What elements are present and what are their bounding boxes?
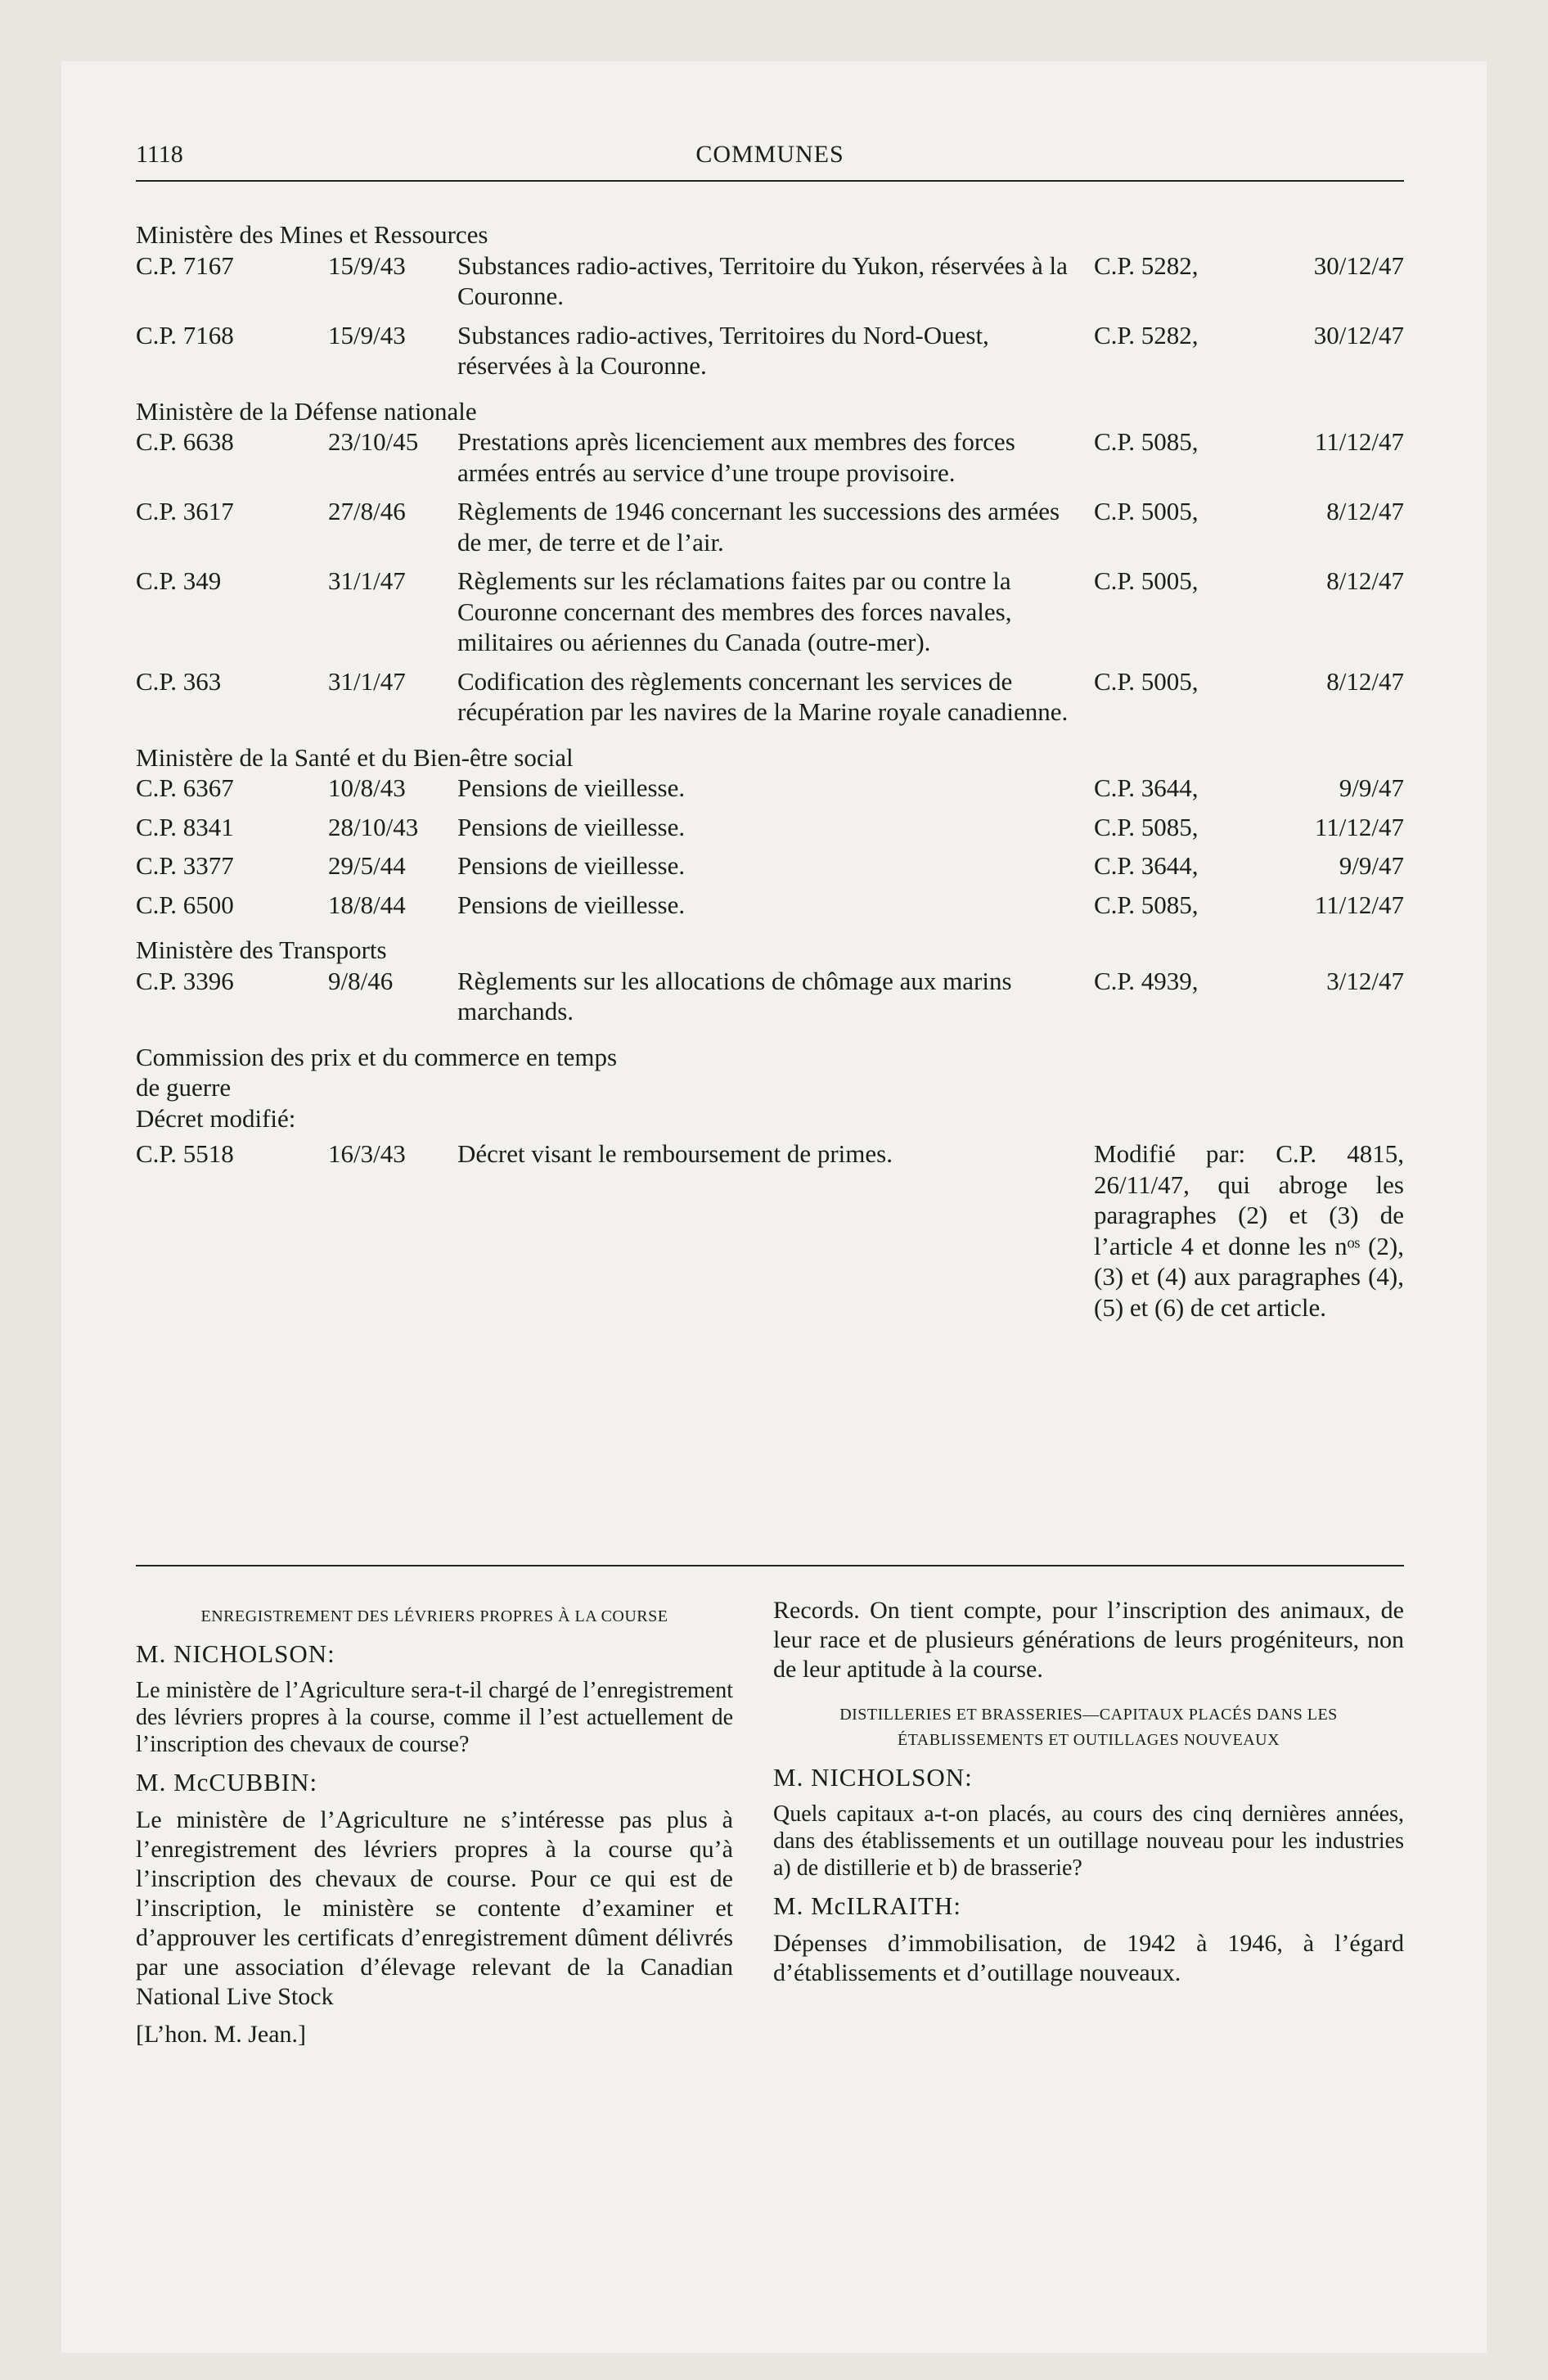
amendment-note: Modifié par: C.P. 4815, 26/11/47, qui abroge les paragraphes (2) et (3) de l’article 4 et donne les nᵒˢ (2), (3) et (4) aux paragraphes (4), (5) et (6) de cet article. [1094, 1139, 1404, 1322]
speaker-mcilraith: M. McILRAITH: [773, 1891, 961, 1920]
order-date: 29/5/44 [328, 851, 406, 880]
amending-order: C.P. 3644, [1094, 773, 1199, 802]
order-number: C.P. 349 [136, 566, 222, 595]
order-description: Pensions de vieillesse. [457, 812, 686, 841]
order-date: 16/3/43 [328, 1139, 406, 1168]
amending-order: C.P. 5282, [1094, 320, 1199, 349]
order-row [136, 812, 1404, 843]
order-date: 28/10/43 [328, 812, 419, 841]
order-number: C.P. 8341 [136, 812, 234, 841]
amending-order: C.P. 3644, [1094, 851, 1199, 880]
speaker-nicholson-2: M. NICHOLSON: [773, 1763, 973, 1792]
amending-date: 11/12/47 [1314, 890, 1404, 919]
order-date: 10/8/43 [328, 773, 406, 802]
answer-continuation: Records. On tient compte, pour l’inscription des animaux, de leur race et de plusieurs générations de leurs progéniteurs, non de leur aptitude à la course. [773, 1597, 1404, 1683]
answer-text: Le ministère de l’Agriculture ne s’intéresse pas plus à l’enregistrement des lévriers propres à la course qu’à l’inscription des chevaux de course. Pour ce qui est de l’inscription, le ministère se contente d’examiner et d’approuver les certificats d’enregistrement dûment délivrés par une association d’élevage relevant de la Canadian National Live Stock [136, 1806, 733, 2010]
page-title: COMMUNES [695, 141, 844, 168]
order-number: C.P. 5518 [136, 1139, 234, 1168]
row-gap [136, 312, 1404, 320]
order-description: Prestations après licenciement aux membres des forces armées entrés au service d’une troupe provisoire. [457, 427, 1015, 487]
page-header [136, 139, 1404, 182]
order-number: C.P. 7167 [136, 250, 234, 280]
order-date: 18/8/44 [328, 890, 406, 919]
amending-date: 8/12/47 [1326, 497, 1404, 525]
amending-date: 11/12/47 [1314, 427, 1404, 456]
order-row [136, 496, 1404, 557]
speaker-nicholson: M. NICHOLSON: [136, 1639, 335, 1668]
order-description: Règlements sur les réclamations faites par ou contre la Couronne concernant des membres des forces navales, militaires ou aériennes du Canada (outre-mer). [457, 566, 1012, 656]
order-number: C.P. 3396 [136, 966, 234, 995]
amending-date: 8/12/47 [1326, 566, 1404, 595]
order-description: Pensions de vieillesse. [457, 773, 686, 802]
row-gap [136, 804, 1404, 812]
ministry-heading: Ministère de la Défense nationale [136, 396, 477, 426]
order-row [136, 773, 1404, 804]
amending-order: C.P. 5282, [1094, 250, 1199, 280]
order-row [136, 566, 1404, 658]
right-column [773, 1596, 1404, 1996]
ministry-heading: Ministère des Transports [136, 935, 387, 964]
amending-date: 30/12/47 [1313, 250, 1404, 280]
order-number: C.P. 6638 [136, 427, 234, 456]
order-number: C.P. 7168 [136, 320, 234, 349]
order-description: Pensions de vieillesse. [457, 890, 686, 919]
row-gap [136, 381, 1404, 390]
amending-order: C.P. 5085, [1094, 812, 1199, 841]
commission-subheading: Décret modifié: [136, 1103, 296, 1133]
signature: [L’hon. M. Jean.] [136, 2021, 307, 2048]
amending-order: C.P. 5085, [1094, 890, 1199, 919]
amending-date: 9/9/47 [1339, 851, 1404, 880]
order-row [136, 250, 1404, 312]
amending-date: 30/12/47 [1313, 320, 1404, 349]
row-gap [136, 488, 1404, 496]
order-date: 15/9/43 [328, 320, 406, 349]
amending-date: 9/9/47 [1339, 773, 1404, 802]
order-row [136, 426, 1404, 488]
order-row [136, 320, 1404, 381]
order-row [136, 966, 1404, 1027]
amending-order: C.P. 5005, [1094, 666, 1199, 696]
row-gap [136, 557, 1404, 566]
amending-order: C.P. 5005, [1094, 497, 1199, 525]
order-description: Substances radio-actives, Territoire du Yukon, réservées à la Couronne. [457, 250, 1068, 310]
order-number: C.P. 3377 [136, 851, 234, 880]
amending-date: 3/12/47 [1326, 966, 1404, 995]
row-gap [136, 920, 1404, 928]
order-number: C.P. 363 [136, 666, 222, 696]
ministry-heading: Ministère de la Santé et du Bien-être social [136, 742, 574, 772]
order-description: Substances radio-actives, Territoires du Nord-Ouest, réservées à la Couronne. [457, 320, 989, 380]
order-description: Décret visant le remboursement de primes. [457, 1139, 893, 1168]
row-gap [136, 658, 1404, 666]
order-row [136, 890, 1404, 921]
row-gap [136, 842, 1404, 850]
order-row [136, 666, 1404, 728]
section-divider [136, 1565, 1404, 1566]
amending-order: C.P. 4939, [1094, 966, 1199, 995]
order-description: Règlements sur les allocations de chômage aux marins marchands. [457, 966, 1012, 1025]
order-date: 23/10/45 [328, 427, 419, 456]
section-title-levriers: ENREGISTREMENT DES LÉVRIERS PROPRES À LA COURSE [200, 1607, 668, 1625]
answer-text-2: Dépenses d’immobilisation, de 1942 à 1946, à l’égard d’établissements et d’outillage nouveaux. [773, 1930, 1404, 1986]
speaker-mccubbin: M. McCUBBIN: [136, 1768, 318, 1796]
order-date: 15/9/43 [328, 250, 406, 280]
question-text: Le ministère de l’Agriculture sera-t-il chargé de l’enregistrement des lévriers propres à la course, comme il l’est actuellement de l’inscription des chevaux de course? [136, 1678, 733, 1757]
amending-order: C.P. 5085, [1094, 427, 1199, 456]
row-gap [136, 1027, 1404, 1035]
ministry-heading: Ministère des Mines et Ressources [136, 220, 488, 249]
row-gap [136, 728, 1404, 736]
page-number: 1118 [136, 141, 183, 168]
order-row [136, 850, 1404, 881]
section-title-distilleries: DISTILLERIES ET BRASSERIES—CAPITAUX PLACÉS DANS LES ÉTABLISSEMENTS ET OUTILLAGES NOUVEAUX [839, 1706, 1338, 1749]
order-description: Pensions de vieillesse. [457, 851, 686, 880]
order-description: Règlements de 1946 concernant les successions des armées de mer, de terre et de l’air. [457, 497, 1060, 557]
amending-date: 8/12/47 [1326, 666, 1404, 696]
order-number: C.P. 6367 [136, 773, 234, 802]
amending-date: 11/12/47 [1314, 812, 1404, 841]
order-date: 9/8/46 [328, 966, 394, 995]
order-date: 31/1/47 [328, 566, 406, 595]
order-row [136, 1138, 1404, 1323]
amending-order: C.P. 5005, [1094, 566, 1199, 595]
commission-heading: Commission des prix et du commerce en temps de guerre [136, 1042, 618, 1102]
order-number: C.P. 6500 [136, 890, 234, 919]
question-text-2: Quels capitaux a-t-on placés, au cours des cinq dernières années, dans des établissements et un outillage nouveau pour les industries a) de distillerie et b) de brasserie? [773, 1801, 1404, 1881]
orders-table [136, 213, 1404, 1323]
left-column [136, 1604, 733, 2049]
order-date: 27/8/46 [328, 497, 406, 525]
order-description: Codification des règlements concernant les services de récupération par les navires de la Marine royale canadienne. [457, 666, 1069, 726]
row-gap [136, 881, 1404, 890]
order-number: C.P. 3617 [136, 497, 234, 525]
order-date: 31/1/47 [328, 666, 406, 696]
